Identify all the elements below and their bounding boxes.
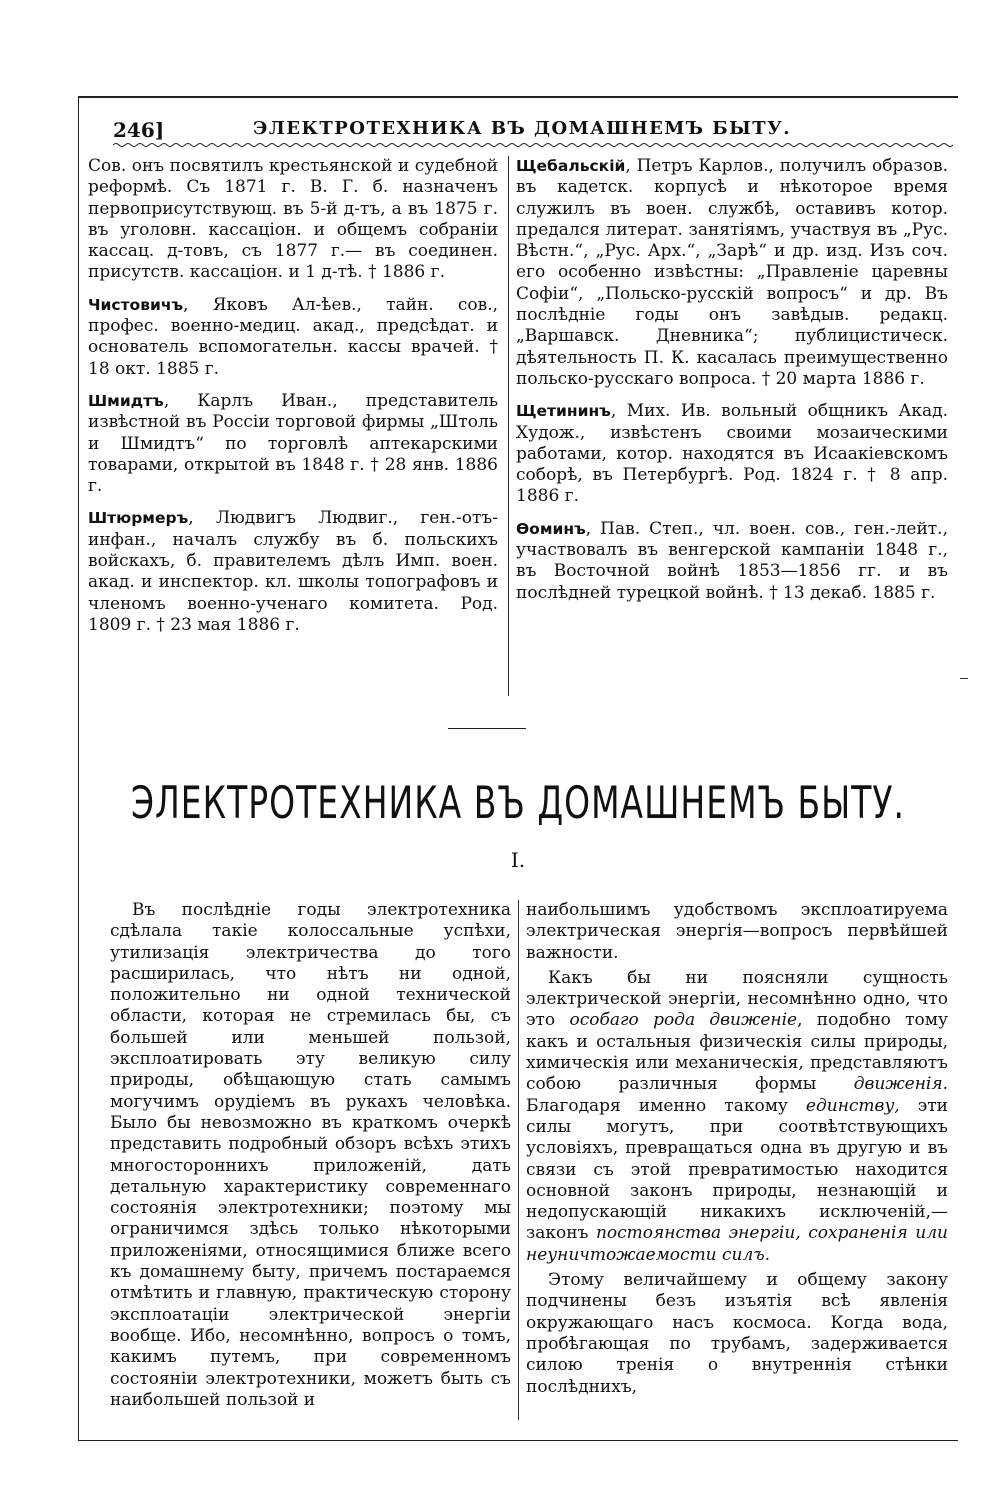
bio-entry: [88, 508, 498, 636]
bio-entry: [88, 156, 498, 284]
bio-entry: [516, 519, 948, 604]
italic-run: особаго рода движеніе: [569, 1010, 798, 1031]
italic-run: постоянства энергіи, сохраненія или неуничтожаемости силъ.: [526, 1223, 948, 1265]
bio-name: Щетининъ: [516, 402, 611, 421]
paragraph: Этому величайшему и общему закону подчинены безъ изъятія всѣ явленія окружающаго насъ космоса. Когда вода, пробѣгающая по трубамъ, задерживается силою тренія о внутреннія стѣнки послѣднихъ,: [526, 1270, 948, 1397]
biography-column-right: [516, 156, 948, 700]
section-number: I.: [510, 848, 526, 872]
bio-entry: [88, 391, 498, 497]
article-column-right: [526, 900, 948, 1424]
bio-text: , Яковъ Ал-ѣев., тайн. сов., профес. военно-медиц. акад., предсѣдат. и основатель вспомогательн. кассы врачей. † 18 окт. 1885 г.: [88, 294, 498, 379]
paragraph: [526, 968, 948, 1266]
bio-text: , Петръ Карлов., получилъ образов. въ кадетск. корпусѣ и нѣкоторое время служилъ въ воен. службѣ, оставивъ котор. предался литерат. занятіямъ, участвуя въ „Рус. Вѣстн.“, „Рус. Арх.“, „Зарѣ“ и др. изд. Изъ соч. его особенно извѣстны: „Правленіе царевны Софіи“, „Польско-русскій вопросъ“ и др. Въ послѣдніе годы онъ завѣдыв. редакц. „Варшавск. Дневника“; публицистическ. дѣятельность П. К. касалась преимущественно польско-русскаго вопроса. † 20 марта 1886 г.: [516, 156, 948, 389]
bio-text: , Людвигъ Людвиг., ген.-отъ-инфан., началъ службу въ б. польскихъ войскахъ, б. правителемъ дѣлъ Имп. воен. акад. и инспектор. кл. школы топографовъ и членомъ военно-ученаго комитета. Род. 1809 г. † 23 мая 1886 г.: [88, 508, 498, 635]
page-number: 246]: [113, 118, 165, 142]
bio-entry: [516, 156, 948, 390]
italic-run: движенія.: [853, 1074, 948, 1095]
section-separator: [448, 728, 526, 729]
bottom-border: [78, 1440, 958, 1441]
bio-name: Чистовичъ: [88, 295, 184, 314]
top-border: [78, 96, 958, 98]
italic-run: единству,: [805, 1095, 900, 1116]
bio-entry: [516, 401, 948, 507]
text-run: эти силы могутъ, при соотвѣтствующихъ условіяхъ, превращаться одна въ другую и въ связи съ этой превратимостью находится основной законъ природы, незнающій и недопускающій никакихъ исключеній,—законъ: [526, 1095, 948, 1244]
text-run: Какъ бы ни поясняли сущность электрической энергіи, несомнѣнно одно, что это: [526, 967, 948, 1031]
article-column-left: [110, 900, 511, 1424]
paragraph: Въ послѣдніе годы электротехника сдѣлала такіе колоссальные успѣхи, утилизація электричества до того расширилась, что нѣтъ ни одной, положительно ни одной технической области, которая не стремилась бы, съ большей или меньшей пользой, эксплоатировать эту великую силу природы, обѣщающую стать самымъ могучимъ орудіемъ въ рукахъ человѣка. Было бы невозможно въ краткомъ очеркѣ представить подробный обзоръ всѣхъ этихъ многостороннихъ приложеній, дать детальную характеристику современнаго состоянія электротехники; поэтому мы ограничимся здѣсь только нѣкоторыми приложеніями, относящимися ближе всего къ домашнему быту, причемъ постараемся отмѣтить и главную, практическую сторону эксплоатаціи электрической энергіи вообще. Ибо, несомнѣнно, вопросъ о томъ, какимъ путемъ, при современномъ состояніи электротехники, можетъ быть съ наибольшей пользой и: [110, 900, 511, 1410]
bio-name: Щебальскій: [516, 157, 626, 175]
biography-column-left: [88, 156, 498, 700]
bio-entry: [88, 295, 498, 380]
column-divider: [508, 156, 509, 696]
article-title: ЭЛЕКТРОТЕХНИКА ВЪ ДОМАШНЕМЪ БЫТУ.: [130, 776, 906, 829]
column-divider: [518, 900, 519, 1420]
bio-text: Сов. онъ посвятилъ крестьянской и судебной реформѣ. Съ 1871 г. В. Г. б. назначенъ первоприсутствующ. въ 5-й д-тъ, а въ 1875 г. въ уголовн. кассаціон. и общемъ собраніи кассац. д-товъ, съ 1877 г.— въ соединен. присутств. кассаціон. и 1 д-тѣ. † 1886 г.: [88, 156, 498, 283]
running-title: ЭЛЕКТРОТЕХНИКА ВЪ ДОМАШНЕМЪ БЫТУ.: [253, 118, 792, 139]
bio-name: Штюрмеръ: [88, 509, 189, 528]
paragraph: наибольшимъ удобствомъ эксплоатируема электрическая энергія—вопросъ первѣйшей важности.: [526, 900, 948, 963]
bio-name: Шмидтъ: [88, 391, 164, 410]
wavy-rule: [113, 142, 953, 148]
text-run: Благодаря именно такому: [526, 1095, 806, 1116]
bio-text: , Пав. Степ., чл. воен. сов., ген.-лейт., участвовалъ въ венгерской кампаніи 1848 г., въ Восточной войнѣ 1853—1856 гг. и въ послѣдней турецкой войнѣ. † 13 декаб. 1885 г.: [516, 518, 948, 603]
bio-text: , Мих. Ив. вольный общникъ Акад. Худож., извѣстенъ своими мозаическими работами, котор. находятся въ Исаакіевскомъ соборѣ, въ Петербургѣ. Род. 1824 г. † 8 апр. 1886 г.: [516, 401, 948, 507]
margin-tick: [960, 678, 968, 679]
book-page: [78, 96, 958, 1441]
left-border: [78, 96, 79, 1441]
text-run: , подобно тому какъ и остальныя физическія силы природы, химическія или механическія, представляютъ собою различныя формы: [526, 1010, 948, 1095]
bio-text: , Карлъ Иван., представитель извѣстной въ Россіи торговой фирмы „Штоль и Шмидтъ“ по торговлѣ аптекарскими товарами, открытой въ 1848 г. † 28 янв. 1886 г.: [88, 390, 498, 497]
bio-name: Ѳоминъ: [516, 519, 586, 538]
